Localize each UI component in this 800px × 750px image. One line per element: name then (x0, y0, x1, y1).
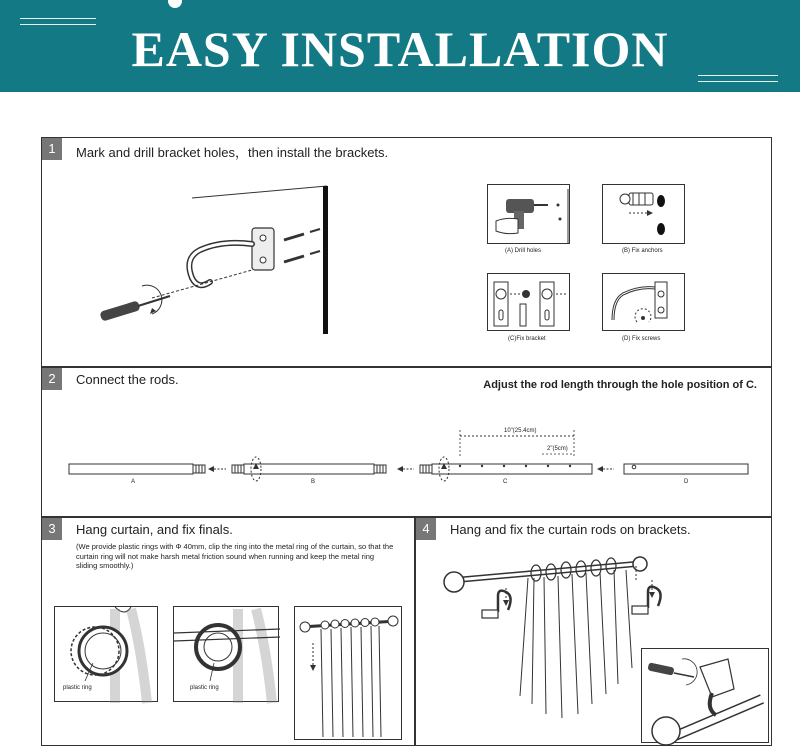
finial (444, 572, 464, 592)
subfigure-fix-anchors (602, 184, 685, 244)
plastic-ring-label: plastic ring (190, 685, 219, 691)
rod-label-b: B (311, 479, 316, 485)
bracket-icon (632, 587, 661, 614)
decorative-dot (168, 0, 182, 8)
ceiling-line (192, 186, 327, 198)
step-title: Hang and fix the curtain rods on brackets. (450, 522, 691, 537)
header-banner (0, 0, 800, 92)
fix-bracket-icon (488, 274, 571, 332)
rod-d (624, 464, 748, 474)
wall-edge (323, 186, 328, 334)
subfigure-fix-bracket (487, 273, 570, 331)
step-4-panel (415, 517, 772, 746)
subfigure-drill-holes (487, 184, 570, 244)
bracket-detail-inset (641, 648, 769, 743)
dimension-spacing: 2"(5cm) (547, 446, 568, 452)
drill-icon (488, 185, 571, 245)
step-2-panel (41, 367, 772, 517)
step-1-panel (41, 137, 772, 367)
screwdriver-icon (99, 285, 170, 321)
ring-closeup-2 (173, 606, 279, 702)
fix-screws-icon (603, 274, 686, 332)
subfigure-caption: (D) Fix screws (622, 336, 661, 342)
rod-a (69, 464, 205, 474)
plastic-ring-label: plastic ring (63, 685, 92, 691)
rod-length-note: Adjust the rod length through the hole position of C. (483, 379, 757, 391)
rod-c (420, 457, 592, 481)
dimension-total: 10"(25.4cm) (504, 428, 537, 434)
step-title: Hang curtain, and fix finals. (76, 522, 233, 537)
rod-label-c: C (503, 479, 508, 485)
arrow-icon (597, 466, 614, 472)
step-number: 2 (42, 368, 62, 390)
decorative-line (698, 75, 778, 76)
rod-b (232, 457, 386, 481)
subfigure-fix-screws (602, 273, 685, 331)
bracket-plate (252, 228, 274, 270)
decorative-line (20, 18, 96, 19)
rods-diagram (42, 368, 773, 518)
step-3-panel (41, 517, 415, 746)
rod-label-a: A (131, 479, 136, 485)
curtain-hanging-illustration (294, 606, 402, 740)
finial (633, 557, 647, 571)
screws (284, 229, 320, 262)
rod-label-d: D (684, 479, 689, 485)
decorative-line (698, 81, 778, 82)
curtain-icon (295, 607, 403, 741)
subfigure-caption: (C)Fix bracket (508, 336, 546, 342)
ring-closeup-1 (54, 606, 158, 702)
bracket-screw-detail-icon (642, 649, 770, 744)
subfigure-caption: (B) Fix anchors (622, 248, 663, 254)
step-number: 4 (416, 518, 436, 540)
step-number: 3 (42, 518, 62, 540)
subfigure-caption: (A) Drill holes (505, 248, 542, 254)
plastic-ring-note: (We provide plastic rings with Φ 40mm, clip the ring into the metal ring of the curtain, so that the curtain ring will not make harsh metal friction sound when running and keep the metal ring sliding smoothly.) (76, 542, 394, 570)
arrow-icon (208, 466, 226, 472)
arrow-icon (397, 466, 414, 472)
page-title: EASY INSTALLATION (131, 21, 669, 77)
anchor-icon (603, 185, 686, 245)
step-title: Mark and drill bracket holes，then install the brackets. (76, 145, 389, 160)
step-title: Connect the rods. (76, 372, 179, 387)
bracket-installation-illustration (92, 178, 342, 338)
step-number: 1 (42, 138, 62, 160)
